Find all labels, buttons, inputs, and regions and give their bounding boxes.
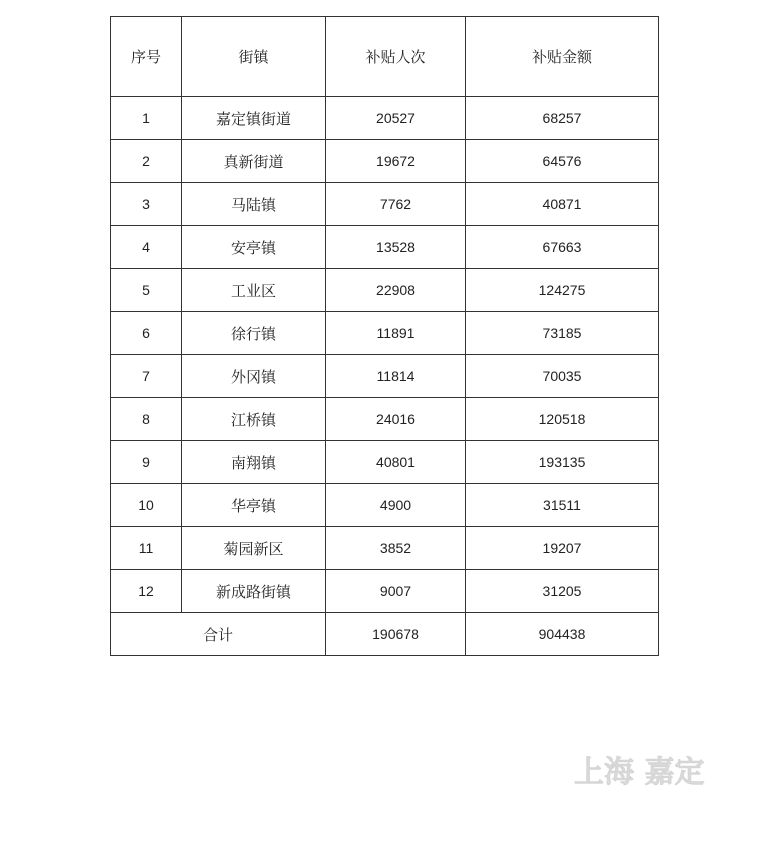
subsidy-table	[110, 16, 659, 656]
row-district: 菊园新区	[182, 527, 326, 570]
row-index: 4	[111, 226, 182, 269]
row-index: 2	[111, 140, 182, 183]
row-count: 3852	[326, 527, 466, 570]
row-count: 40801	[326, 441, 466, 484]
row-count: 4900	[326, 484, 466, 527]
row-amount: 64576	[466, 140, 659, 183]
row-count: 20527	[326, 97, 466, 140]
row-count: 24016	[326, 398, 466, 441]
row-amount: 68257	[466, 97, 659, 140]
table-footer	[111, 613, 659, 656]
table-row	[111, 398, 659, 441]
row-index: 6	[111, 312, 182, 355]
total-amount: 904438	[466, 613, 659, 656]
row-amount: 70035	[466, 355, 659, 398]
row-count: 11814	[326, 355, 466, 398]
row-district: 华亭镇	[182, 484, 326, 527]
row-index: 8	[111, 398, 182, 441]
row-index: 11	[111, 527, 182, 570]
row-count: 9007	[326, 570, 466, 613]
row-index: 3	[111, 183, 182, 226]
table-row	[111, 441, 659, 484]
table-row	[111, 97, 659, 140]
header-district: 街镇	[182, 17, 326, 97]
row-count: 11891	[326, 312, 466, 355]
watermark-text: 上海 嘉定	[574, 755, 705, 790]
row-index: 9	[111, 441, 182, 484]
row-amount: 31511	[466, 484, 659, 527]
row-district: 新成路街镇	[182, 570, 326, 613]
row-district: 工业区	[182, 269, 326, 312]
table-row	[111, 226, 659, 269]
total-label: 合计	[111, 613, 326, 656]
row-count: 7762	[326, 183, 466, 226]
header-amount: 补贴金额	[466, 17, 659, 97]
row-amount: 124275	[466, 269, 659, 312]
table-row	[111, 140, 659, 183]
row-amount: 120518	[466, 398, 659, 441]
row-amount: 193135	[466, 441, 659, 484]
table-body	[111, 97, 659, 613]
table-row	[111, 183, 659, 226]
total-count: 190678	[326, 613, 466, 656]
table-row	[111, 312, 659, 355]
row-district: 南翔镇	[182, 441, 326, 484]
row-district: 真新街道	[182, 140, 326, 183]
row-district: 嘉定镇街道	[182, 97, 326, 140]
row-district: 江桥镇	[182, 398, 326, 441]
row-index: 10	[111, 484, 182, 527]
row-amount: 40871	[466, 183, 659, 226]
table-row	[111, 269, 659, 312]
row-amount: 73185	[466, 312, 659, 355]
table-row	[111, 355, 659, 398]
table-row	[111, 484, 659, 527]
table-header	[111, 17, 659, 97]
table-row	[111, 570, 659, 613]
row-count: 22908	[326, 269, 466, 312]
row-index: 12	[111, 570, 182, 613]
watermark-logo	[572, 748, 722, 792]
header-count: 补贴人次	[326, 17, 466, 97]
row-district: 马陆镇	[182, 183, 326, 226]
header-row	[111, 17, 659, 97]
row-amount: 19207	[466, 527, 659, 570]
row-index: 1	[111, 97, 182, 140]
table-row	[111, 527, 659, 570]
row-district: 徐行镇	[182, 312, 326, 355]
row-index: 5	[111, 269, 182, 312]
header-index: 序号	[111, 17, 182, 97]
row-index: 7	[111, 355, 182, 398]
row-count: 19672	[326, 140, 466, 183]
total-row	[111, 613, 659, 656]
row-district: 安亭镇	[182, 226, 326, 269]
row-count: 13528	[326, 226, 466, 269]
row-amount: 31205	[466, 570, 659, 613]
row-amount: 67663	[466, 226, 659, 269]
row-district: 外冈镇	[182, 355, 326, 398]
